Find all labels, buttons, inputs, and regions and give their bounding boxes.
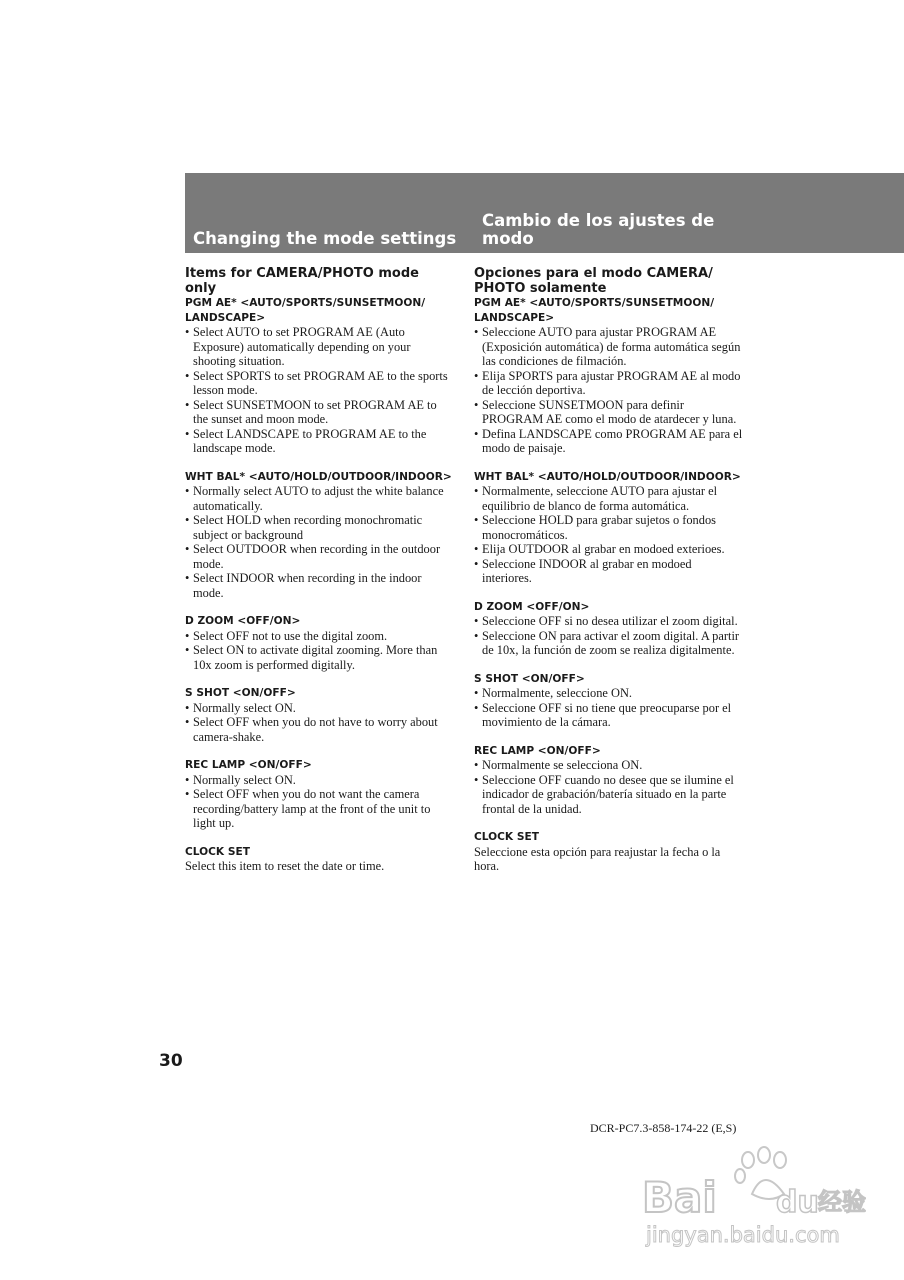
list-item: • Normalmente se selecciona ON.	[474, 758, 744, 773]
list-item: • Seleccione OFF si no desea utilizar el zoom digital.	[474, 614, 744, 629]
list-item: • Select OFF when you do not want the camera recording/battery lamp at the front of the unit to light up.	[185, 787, 453, 831]
list-item: • Select SPORTS to set PROGRAM AE to the sports lesson mode.	[185, 369, 453, 398]
list-item: • Select SUNSETMOON to set PROGRAM AE to the sunset and moon mode.	[185, 398, 453, 427]
s-shot-list	[474, 686, 744, 730]
spanish-column	[474, 266, 744, 874]
d-zoom-list	[185, 629, 453, 673]
list-item: • Select ON to activate digital zooming. More than 10x zoom is performed digitally.	[185, 643, 453, 672]
rec-lamp-list	[474, 758, 744, 816]
list-item: • Normally select ON.	[185, 701, 453, 716]
english-column	[185, 266, 453, 874]
list-item: • Seleccione AUTO para ajustar PROGRAM AE (Exposición automática) de forma automática según las condiciones de filmación.	[474, 325, 744, 369]
pgm-ae-list	[185, 325, 453, 456]
list-item: • Normally select ON.	[185, 773, 453, 788]
model-code: DCR-PC7.3-858-174-22 (E,S)	[590, 1121, 737, 1135]
list-item: • Seleccione OFF si no tiene que preocuparse por el movimiento de la cámara.	[474, 701, 744, 730]
page-title-spanish: Cambio de los ajustes de modo	[482, 211, 715, 248]
rec-lamp-title: REC LAMP <ON/OFF>	[185, 759, 312, 771]
rec-lamp-title: REC LAMP <ON/OFF>	[474, 744, 601, 757]
baidu-watermark-logo	[636, 1140, 866, 1258]
svg-text:Bai: Bai	[642, 1173, 717, 1222]
section-heading: Items for CAMERA/PHOTO mode only	[185, 266, 419, 296]
list-item: • Select INDOOR when recording in the indoor mode.	[185, 571, 453, 600]
clock-set-title: CLOCK SET	[185, 845, 250, 858]
list-item: • Defina LANDSCAPE como PROGRAM AE para el modo de paisaje.	[474, 427, 744, 456]
pgm-ae-title: PGM AE* <AUTO/SPORTS/SUNSETMOON/ LANDSCAPE>	[185, 297, 426, 324]
list-item: • Seleccione SUNSETMOON para definir PROGRAM AE como el modo de atardecer y luna.	[474, 398, 744, 427]
list-item: • Normalmente, seleccione ON.	[474, 686, 744, 701]
list-item: • Normalmente, seleccione AUTO para ajustar el equilibrio de blanco de forma automática.	[474, 484, 744, 513]
list-item: • Select OFF not to use the digital zoom.	[185, 629, 453, 644]
rec-lamp-list	[185, 773, 453, 831]
pgm-ae-list	[474, 325, 744, 456]
list-item: • Elija OUTDOOR al grabar en modoed exterioes.	[474, 542, 744, 557]
list-item: • Normally select AUTO to adjust the white balance automatically.	[185, 484, 453, 513]
list-item: • Seleccione INDOOR al grabar en modoed interiores.	[474, 557, 744, 586]
list-item: • Seleccione ON para activar el zoom digital. A partir de 10x, la función de zoom se realiza digitalmente.	[474, 629, 744, 658]
clock-set-title: CLOCK SET	[474, 831, 539, 843]
list-item: • Select OFF when you do not have to worry about camera-shake.	[185, 715, 453, 744]
list-item: • Select OUTDOOR when recording in the outdoor mode.	[185, 542, 453, 571]
wht-bal-list	[474, 484, 744, 586]
wht-bal-list	[185, 484, 453, 600]
list-item: • Elija SPORTS para ajustar PROGRAM AE al modo de lección deportiva.	[474, 369, 744, 398]
page-number: 30	[159, 1051, 183, 1071]
s-shot-title: S SHOT <ON/OFF>	[474, 672, 585, 685]
d-zoom-title: D ZOOM <OFF/ON>	[474, 600, 590, 613]
page-title-english: Changing the mode settings	[193, 229, 457, 248]
list-item: • Seleccione HOLD para grabar sujetos o fondos monocromáticos.	[474, 513, 744, 542]
s-shot-list	[185, 701, 453, 745]
list-item: • Select LANDSCAPE to PROGRAM AE to the landscape mode.	[185, 427, 453, 456]
wht-bal-title: WHT BAL* <AUTO/HOLD/OUTDOOR/INDOOR>	[185, 470, 452, 483]
svg-text:jingyan.baidu.com: jingyan.baidu.com	[646, 1223, 840, 1247]
d-zoom-list	[474, 614, 744, 658]
clock-set-text: Seleccione esta opción para reajustar la fecha o la hora.	[474, 844, 721, 873]
clock-set-text: Select this item to reset the date or time.	[185, 859, 385, 873]
s-shot-title: S SHOT <ON/OFF>	[185, 687, 296, 699]
d-zoom-title: D ZOOM <OFF/ON>	[185, 615, 301, 627]
svg-text:du: du	[776, 1185, 819, 1220]
svg-text:经验: 经验	[818, 1188, 866, 1216]
section-heading: Opciones para el modo CAMERA/ PHOTO solamente	[474, 266, 713, 296]
list-item: • Select HOLD when recording monochromatic subject or background	[185, 513, 453, 542]
wht-bal-title: WHT BAL* <AUTO/HOLD/OUTDOOR/INDOOR>	[474, 470, 741, 483]
pgm-ae-title: PGM AE* <AUTO/SPORTS/SUNSETMOON/ LANDSCAPE>	[474, 297, 715, 324]
list-item: • Select AUTO to set PROGRAM AE (Auto Exposure) automatically depending on your shooting situation.	[185, 325, 453, 369]
list-item: • Seleccione OFF cuando no desee que se ilumine el indicador de grabación/batería situado en la parte frontal de la unidad.	[474, 773, 744, 817]
